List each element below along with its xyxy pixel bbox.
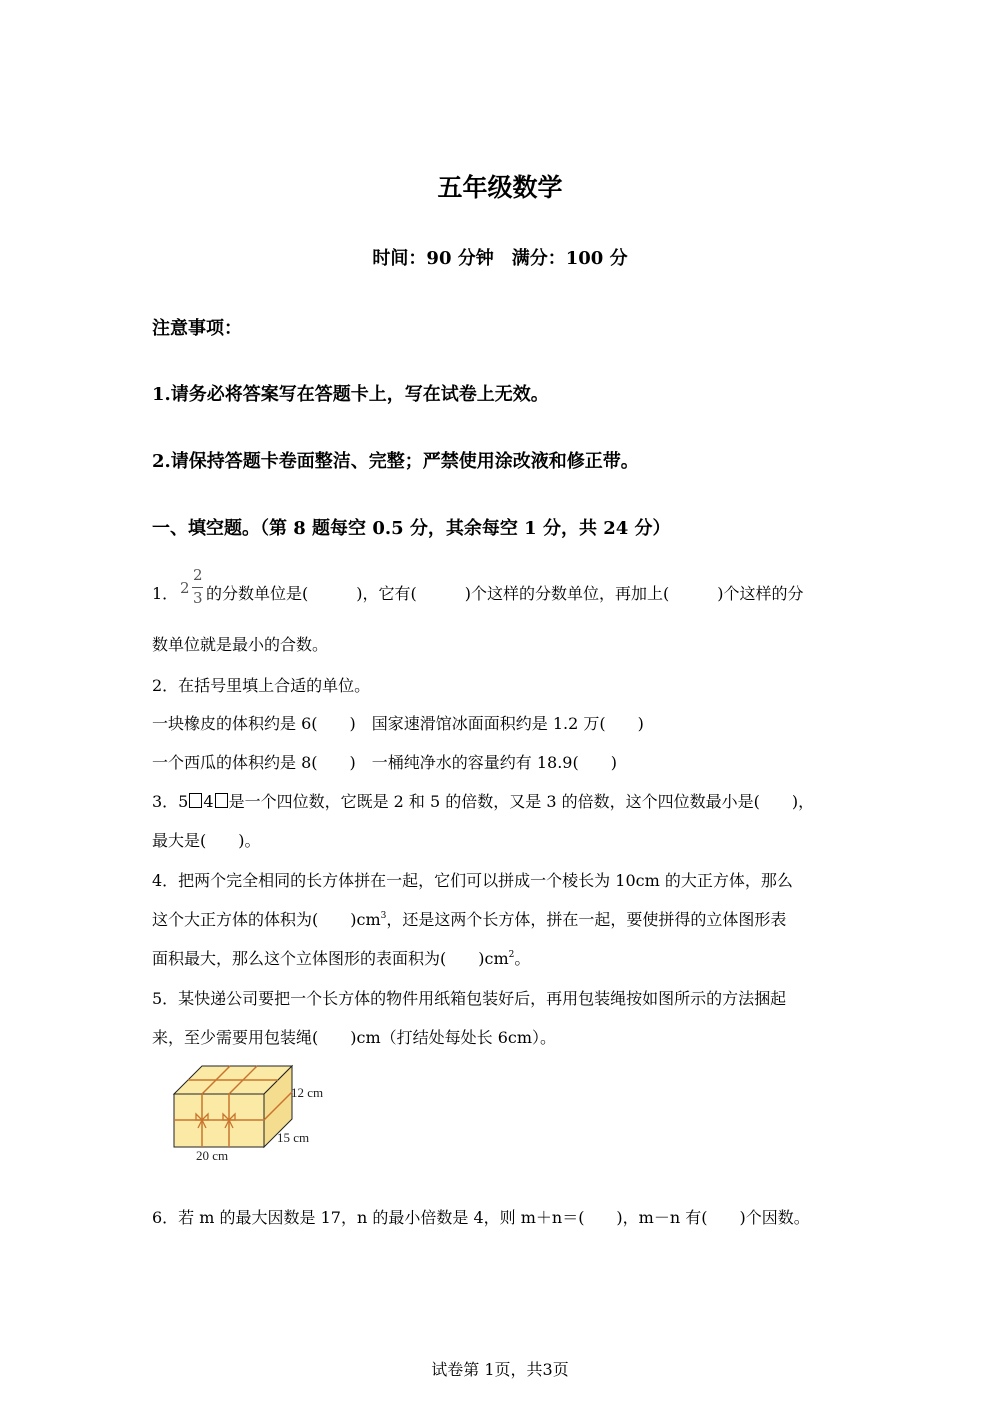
fraction-denominator: 3 (193, 589, 203, 607)
blank-box-icon (215, 793, 228, 808)
notice-item-1: 1.请务必将答案写在答题卡上，写在试卷上无效。 (152, 384, 549, 405)
q3-line-1 (152, 789, 814, 812)
square-superscript: 2 (508, 950, 515, 960)
q4-line-3-rest: 。 (514, 949, 531, 968)
q2-line-2: 一块橡皮的体积约是 6( ) 国家速滑馆冰面面积约是 1.2 万( ) (152, 714, 644, 733)
q4-line-1: 4．把两个完全相同的长方体拼在一起，它们可以拼成一个棱长为 10cm 的大正方体，那么 (152, 871, 793, 890)
notice-heading: 注意事项： (152, 318, 242, 339)
section-heading: 一、填空题。（第 8 题每空 0.5 分，其余每空 1 分，共 24 分） (152, 518, 671, 539)
fraction-numerator: 2 (193, 566, 203, 584)
depth-label: 15 cm (277, 1130, 310, 1145)
q4-line-2-text: 这个大正方体的体积为( )cm (152, 910, 381, 929)
mixed-fraction (180, 566, 208, 610)
fraction-bar (192, 587, 203, 588)
package-figure (165, 1062, 345, 1164)
cube-superscript: 3 (380, 911, 387, 921)
q5-line-1: 5．某快递公司要把一个长方体的物件用纸箱包装好后，再用包装绳按如图所示的方法捆起 (152, 989, 787, 1008)
q3-prefix: 3．5 (152, 792, 189, 811)
q2-line-3: 一个西瓜的体积约是 8( ) 一桶纯净水的容量约有 18.9( ) (152, 753, 617, 772)
q1-line-1: 的分数单位是( )，它有( )个这样的分数单位，再加上( )个这样的分 (206, 584, 804, 603)
q2-line-1: 2．在括号里填上合适的单位。 (152, 676, 371, 695)
q3-rest: 是一个四位数，它既是 2 和 5 的倍数，又是 3 的倍数，这个四位数最小是( )， (228, 792, 815, 811)
q4-line-2-rest: ，还是这两个长方体，拼在一起，要使拼得的立体图形表 (386, 910, 787, 929)
q6-line-1: 6．若 m 的最大因数是 17，n 的最小倍数是 4，则 m＋n＝( )，m－n 有( )个因数。 (152, 1208, 810, 1227)
page-footer: 试卷第 1页，共3页 (431, 1360, 569, 1379)
q4-line-2 (152, 907, 786, 930)
exam-info: 时间：90 分钟 满分：100 分 (372, 248, 628, 269)
q3-middle: 4 (203, 792, 214, 811)
q1-line-2: 数单位就是最小的合数。 (152, 635, 329, 654)
q1-number: 1． (152, 584, 179, 603)
notice-item-2: 2.请保持答题卡卷面整洁、完整；严禁使用涂改液和修正带。 (152, 451, 639, 472)
q5-line-2: 来，至少需要用包装绳( )cm（打结处每处长 6cm）。 (152, 1028, 557, 1047)
q4-line-3 (152, 946, 530, 969)
page-title: 五年级数学 (437, 173, 563, 202)
fraction-whole: 2 (180, 579, 190, 597)
q3-line-2: 最大是( )。 (152, 831, 261, 850)
width-label: 20 cm (196, 1148, 229, 1163)
height-label: 12 cm (291, 1085, 324, 1100)
q4-line-3-text: 面积最大，那么这个立体图形的表面积为( )cm (152, 949, 509, 968)
blank-box-icon (189, 793, 202, 808)
